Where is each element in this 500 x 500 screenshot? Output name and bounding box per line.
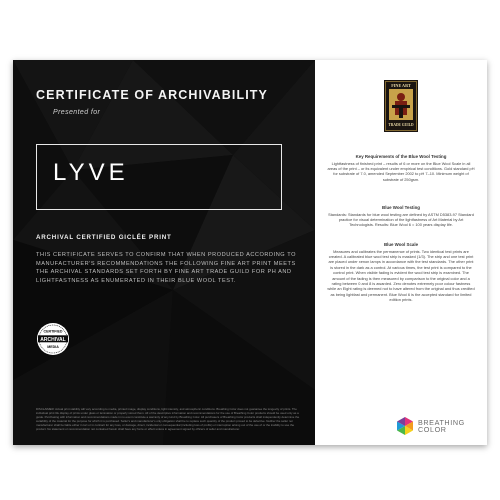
certificate-info-panel [315,60,487,445]
blue-wool-testing-section [327,205,475,228]
svg-text:MEDIA: MEDIA [47,345,59,349]
certificate-statement: THIS CERTIFICATE SERVES TO CONFIRM THAT WHEN PRODUCED ACCORDING TO MANUFACTURER'S RECOMMENDATIONS THE FOLLOWING FINE ART PRINT MEETS THE ARCHIVAL STANDARDS SET FORTH BY FINE ART TRADE GUILD FOR PH AND LIGHTFASTNESS AS ENUMERATED IN THEIR BLUE WOOL TEST. [36,252,296,284]
recipient-name: LYVE [53,159,129,186]
section-body: Lightfastness of finished print – results of 6 or more on the Blue Wool Scale in all areas of the print – or its equivalent under empirical test conditions. Gold standard pH for substrate of 7.0, amended September 2002 to pH 7–10. Minimum weight of substrate of 250gsm. [327,160,475,182]
brand-name: BREATHING COLOR [418,417,465,434]
svg-text:CERTIFIED: CERTIFIED [43,329,63,334]
breathing-color-logo [395,415,465,437]
certificate-document [13,60,487,445]
section-body: Measures and calibrates the permanence of prints. Two identical test prints are created. A calibrated blue wool test strip is masked (1/3). The strip and one test print are placed under xenon lamps in accordance with the test standards. The other print is stored in the dark as a control. At various times, the test print is compared to the control print. When visible fading is evident the wool test strip is examined. The amount of the fading is then measured by comparison to the original color and a rating between 0 and 8 is awarded. Zero denotes extremely poor colour fastness while an Eight rating is deemed not to have altered from the original and thus credited as being lightfast and permanent. Blue Wool 6 is the accepted standard for limited edition prints. [327,248,475,303]
key-requirements-section [327,154,475,182]
breathing-color-mark-icon [395,416,415,436]
section-body: Standards: Standards for blue wool testing are defined by ASTM D5383-97 Standard practice for visual determination of the lightfastness of Art Material by Art Technologists. Results: Blue Wool 6 = 100 years display life. [328,211,474,228]
recipient-name-box [36,144,282,210]
certified-archival-media-seal [36,322,70,356]
section-title: Key Requirements of the Blue Wool Testing [355,154,447,159]
fine-art-trade-guild-logo [384,80,418,132]
svg-text:ARCHIVAL: ARCHIVAL [40,337,66,343]
section-title: Blue Wool Testing [382,205,420,210]
section-title: Blue Wool Scale [383,242,419,247]
certificate-title: CERTIFICATE OF ARCHIVABILITY [36,88,268,102]
print-type-heading: ARCHIVAL CERTIFIED GICLÉE PRINT [36,234,172,241]
presented-for-label: Presented for [53,109,101,116]
disclaimer-text: DISCLAIMER: Actual print stability will vary according to media, printed image, display conditions, light intensity, and atmospheric conditions. Breathing Color does not guarantee the longevity of prints. The individual print life display of prints under glass or lamination or properly stored them. All of the descriptive information and recommendations for the use of Breathing Color products should be used only as a guide. Purchasing with information and recommendations made in no event constitute a warranty of any kind by Breathing Color. All purchasers of Breathing Color products shall independently determine the suitability of the material for the purpose for which it is purchased. Seller's and manufacturer's only obligation shall be to replace such quantity of the product proved to be defective. Neither the seller nor manufacturer shall be liable either in tort or in contract for any loss, or damage, direct, incidental or consequential (including loss of profits) or interruption arising out of the use of or the inability to use the product. No statement or recommendation not contained herein shall have any force or effect unless in agreement signed by officers of seller and manufacturer. [36,407,300,432]
svg-text:FINE ART: FINE ART [391,83,411,88]
blue-wool-scale-section [327,242,475,303]
certificate-dark-panel [13,60,315,445]
svg-text:TRADE GUILD: TRADE GUILD [388,123,414,127]
